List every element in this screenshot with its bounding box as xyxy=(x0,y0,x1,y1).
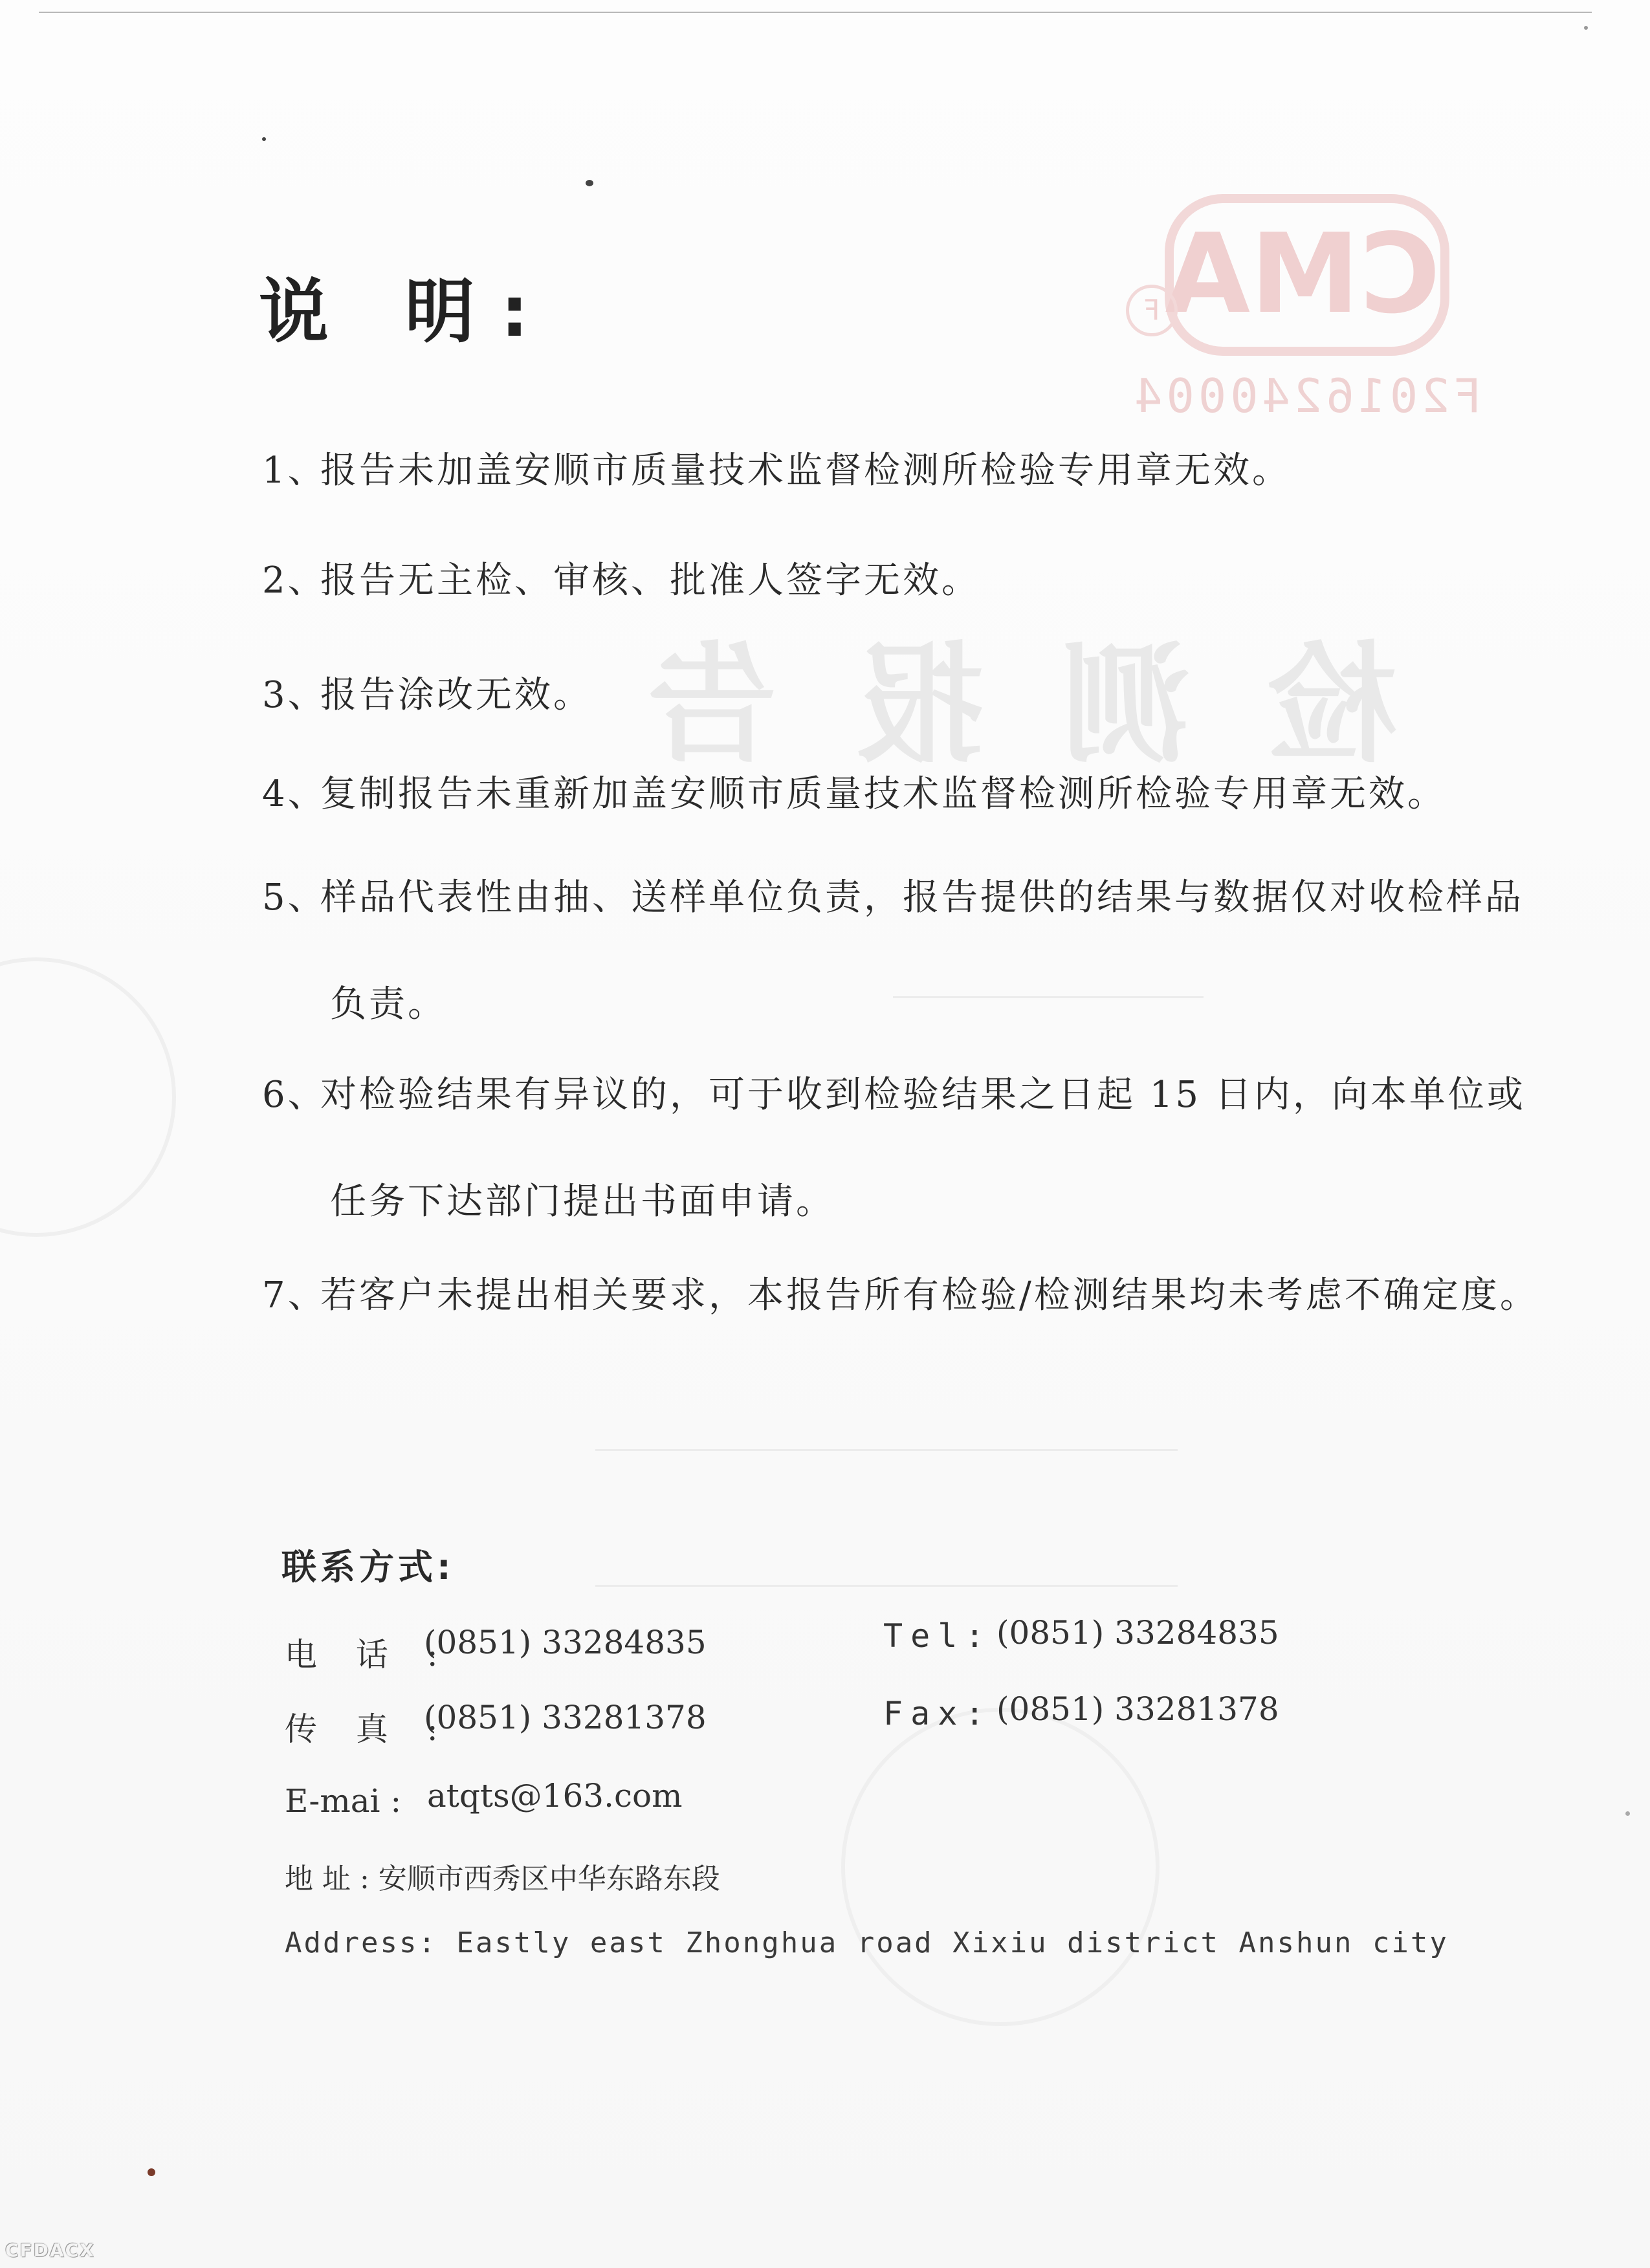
note-item xyxy=(262,442,1291,494)
show-through-line xyxy=(595,1449,1178,1451)
note-text: 样品代表性由抽、送样单位负责，报告提供的结果与数据仅对收检样品 xyxy=(320,877,1524,919)
address-cn: 地 址 : 安顺市西秀区中华东路东段 xyxy=(285,1862,720,1895)
note-number: 1、 xyxy=(262,450,327,492)
stamp-letter-icon: F xyxy=(1126,285,1178,336)
cma-logo: CMA xyxy=(1165,194,1449,356)
fax-cn-label: 传 真 : xyxy=(285,1710,452,1748)
note-text: 报告涂改无效。 xyxy=(320,674,592,716)
note-item xyxy=(262,869,1524,921)
scan-speck xyxy=(1625,1811,1630,1816)
note-text: 报告无主检、审核、批准人签字无效。 xyxy=(320,560,980,602)
scan-speck xyxy=(1584,26,1588,30)
note-number: 6、 xyxy=(262,1074,327,1116)
note-continuation: 负责。 xyxy=(330,983,446,1025)
note-text: 复制报告未重新加盖安顺市质量技术监督检测所检验专用章无效。 xyxy=(320,773,1446,815)
page-title: 说 明: xyxy=(259,272,555,353)
note-item xyxy=(262,1267,1539,1318)
note-item xyxy=(262,765,1446,817)
show-through-title: 检测报告 xyxy=(569,630,1398,781)
note-continuation: 任务下达部门提出书面申请。 xyxy=(330,1181,835,1223)
cma-stamp xyxy=(1126,162,1488,423)
top-rule xyxy=(39,12,1592,13)
note-item xyxy=(262,666,592,718)
note-text: 若客户未提出相关要求，本报告所有检验/检测结果均未考虑不确定度。 xyxy=(320,1274,1539,1316)
scan-speck xyxy=(586,180,593,186)
scan-speck xyxy=(262,137,266,141)
note-number: 3、 xyxy=(262,674,327,716)
fax-cn-value: (0851) 33281378 xyxy=(424,1699,707,1736)
tel-value: (0851) 33284835 xyxy=(996,1614,1279,1652)
show-through-line xyxy=(893,996,1204,998)
phone-value: (0851) 33284835 xyxy=(424,1624,707,1661)
show-through-seal xyxy=(841,1708,1160,2026)
stamp-code: F2016240004 xyxy=(1130,369,1482,423)
note-text: 对检验结果有异议的，可于收到检验结果之日起 15 日内，向本单位或 xyxy=(320,1074,1526,1116)
address-en: Address: Eastly east Zhonghua road Xixiu district Anshun city xyxy=(285,1926,1449,1959)
note-item xyxy=(262,1066,1526,1118)
note-number: 5、 xyxy=(262,877,327,919)
note-number: 7、 xyxy=(262,1274,327,1316)
fax-label: Fax: xyxy=(883,1695,993,1732)
note-number: 4、 xyxy=(262,773,327,815)
fax-value: (0851) 33281378 xyxy=(996,1690,1279,1728)
note-text: 报告未加盖安顺市质量技术监督检测所检验专用章无效。 xyxy=(320,450,1291,492)
email-label: E-mai : xyxy=(285,1782,402,1820)
note-number: 2、 xyxy=(262,560,327,602)
watermark: CFDACX xyxy=(5,2240,95,2261)
email-value: atqts@163.com xyxy=(427,1777,683,1815)
phone-label: 电 话 : xyxy=(285,1636,452,1674)
note-item xyxy=(262,552,980,604)
tel-label: Tel: xyxy=(883,1617,993,1655)
show-through-line xyxy=(595,1585,1178,1587)
scan-speck xyxy=(148,2168,155,2176)
show-through-seal xyxy=(0,957,176,1237)
contact-heading: 联系方式: xyxy=(281,1547,455,1587)
